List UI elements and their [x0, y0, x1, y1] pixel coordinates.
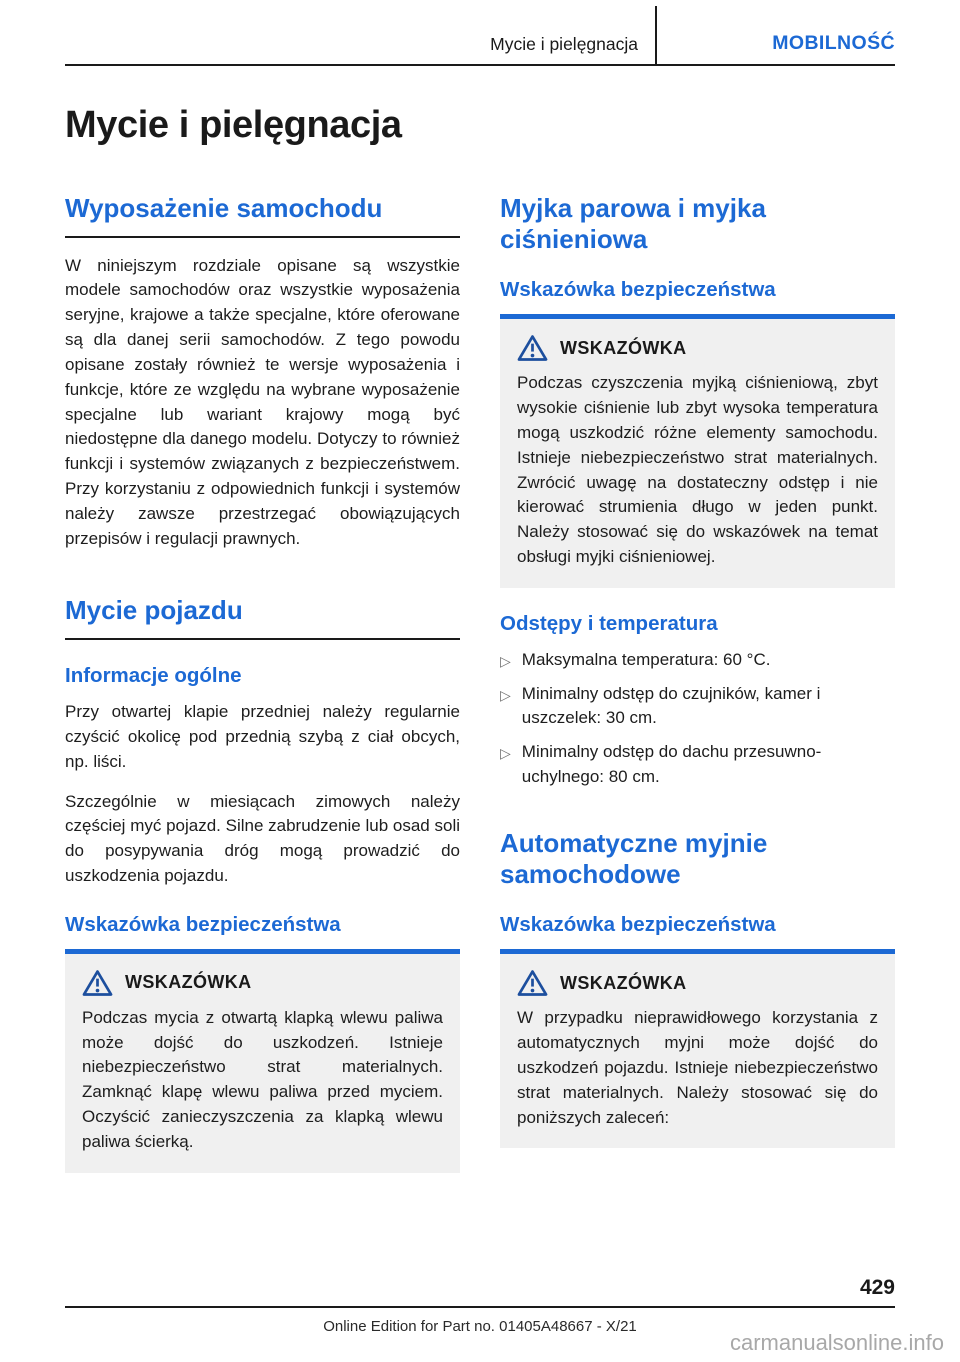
- list-item: [500, 648, 895, 673]
- warning-triangle-icon: [517, 969, 548, 997]
- watermark: carmanualsonline.info: [729, 1330, 944, 1355]
- section-heading-automatyczne-myjnie: Automatyczne myjnie samochodowe: [500, 827, 768, 889]
- page-number: 429: [859, 1276, 895, 1299]
- footer-divider: [65, 1306, 895, 1308]
- section-heading-wyposazenie-samochodu: Wyposażenie samochodu: [65, 193, 460, 238]
- note-title: WSKAZÓWKA: [560, 972, 687, 993]
- note-box: [65, 949, 460, 1173]
- body-paragraph: Przy otwartej klapie przedniej należy regularnie czyścić okolicę pod przednią szybą z ciał obcych, np. liści.: [65, 702, 460, 771]
- warning-triangle-icon: [517, 334, 548, 362]
- chapter-label: MOBILNOŚĆ: [772, 32, 895, 54]
- note-box: [500, 314, 895, 588]
- subsection-heading-wskazowka-bezpieczenstwa: Wskazówka bezpieczeństwa: [65, 912, 341, 936]
- note-header: [82, 969, 443, 997]
- list-item: [500, 740, 895, 790]
- left-column: [65, 193, 460, 1173]
- breadcrumb: Mycie i pielęgnacja: [490, 34, 638, 54]
- triangle-bullet-icon: ▷: [500, 686, 511, 703]
- bullet-list: [500, 648, 895, 790]
- note-body: Podczas mycia z otwartą klapką wlewu paliwa może dojść do uszkodzeń. Istnieje niebezpieczeństwo strat materialnych. Zamknąć klapę wlewu paliwa przed myciem. Oczyścić zanieczyszczenia za klapką wlewu paliwa ścierką.: [82, 1007, 443, 1151]
- note-body: W przypadku nieprawidłowego korzystania z automatycznych myjni może dojść do uszkodzeń pojazdu. Istnieje niebezpieczeństwo strat materialnych. Należy stosować się do poniższych zaleceń:: [517, 1008, 878, 1127]
- subsection-heading-wskazowka-bezpieczenstwa: Wskazówka bezpieczeństwa: [500, 913, 776, 937]
- page-title: Mycie i pielęgnacja: [65, 104, 402, 146]
- list-item-text: Minimalny odstęp do dachu przesuwno-uchylnego: 80 cm.: [521, 742, 822, 787]
- triangle-bullet-icon: ▷: [500, 745, 511, 762]
- subsection-heading-odstepy-i-temperatura: Odstępy i temperatura: [500, 611, 718, 635]
- list-item-text: Minimalny odstęp do czujników, kamer i uszczelek: 30 cm.: [521, 683, 821, 728]
- body-paragraph: Szczególnie w miesiącach zimowych należy częściej myć pojazd. Silne zabrudzenie lub osad soli do posypywania dróg mogą prowadzić do uszkodzenia pojazdu.: [65, 791, 460, 885]
- warning-triangle-icon: [82, 969, 113, 997]
- right-column: [500, 193, 895, 1173]
- body-paragraph: W niniejszym rozdziale opisane są wszystkie modele samochodów oraz wszystkie wyposażenia seryjne, krajowe a także specjalne, które oferowane są dla danej serii samochodów. Z tego powodu opisane zostały również te wersje wyposażenia i funkcje, które ze względu na wybrane wyposażenie specjalne lub wariant krajowy mogą być niedostępne dla danego modelu. Dotyczy to również funkcji i systemów związanych z bezpieczeństwem. Przy korzystaniu z odpowiednich funkcji i systemów należy zawsze przestrzegać obowiązujących przepisów i regulacji prawnych.: [65, 255, 460, 548]
- triangle-bullet-icon: ▷: [500, 652, 511, 669]
- note-header: [517, 969, 878, 997]
- content-columns: [0, 193, 960, 1173]
- subsection-heading-wskazowka-bezpieczenstwa: Wskazówka bezpieczeństwa: [500, 278, 776, 302]
- note-body: Podczas czyszczenia myjką ciśnieniową, zbyt wysokie ciśnienie lub zbyt wysoka temperatura mogą uszkodzić różne elementy samochodu. Istnieje niebezpieczeństwo strat materialnych. Zwrócić uwagę na dostateczny odstęp i nie kierować strumienia długo w jeden punkt. Należy stosować się do wskazówek na temat obsługi myjki ciśnieniowej.: [517, 373, 878, 567]
- list-item: [500, 682, 895, 732]
- note-box: [500, 949, 895, 1148]
- section-heading-myjka-parowa: Myjka parowa i myjka ciśnieniowa: [500, 193, 766, 254]
- edition-note: Online Edition for Part no. 01405A48667 - X/21: [323, 1318, 637, 1335]
- note-title: WSKAZÓWKA: [560, 337, 687, 358]
- subsection-heading-informacje-ogolne: Informacje ogólne: [65, 664, 242, 688]
- section-heading-mycie-pojazdu: Mycie pojazdu: [65, 595, 460, 640]
- note-header: [517, 334, 878, 362]
- list-item-text: Maksymalna temperatura: 60 °C.: [521, 649, 771, 669]
- page-header: [65, 0, 895, 66]
- note-title: WSKAZÓWKA: [125, 972, 252, 993]
